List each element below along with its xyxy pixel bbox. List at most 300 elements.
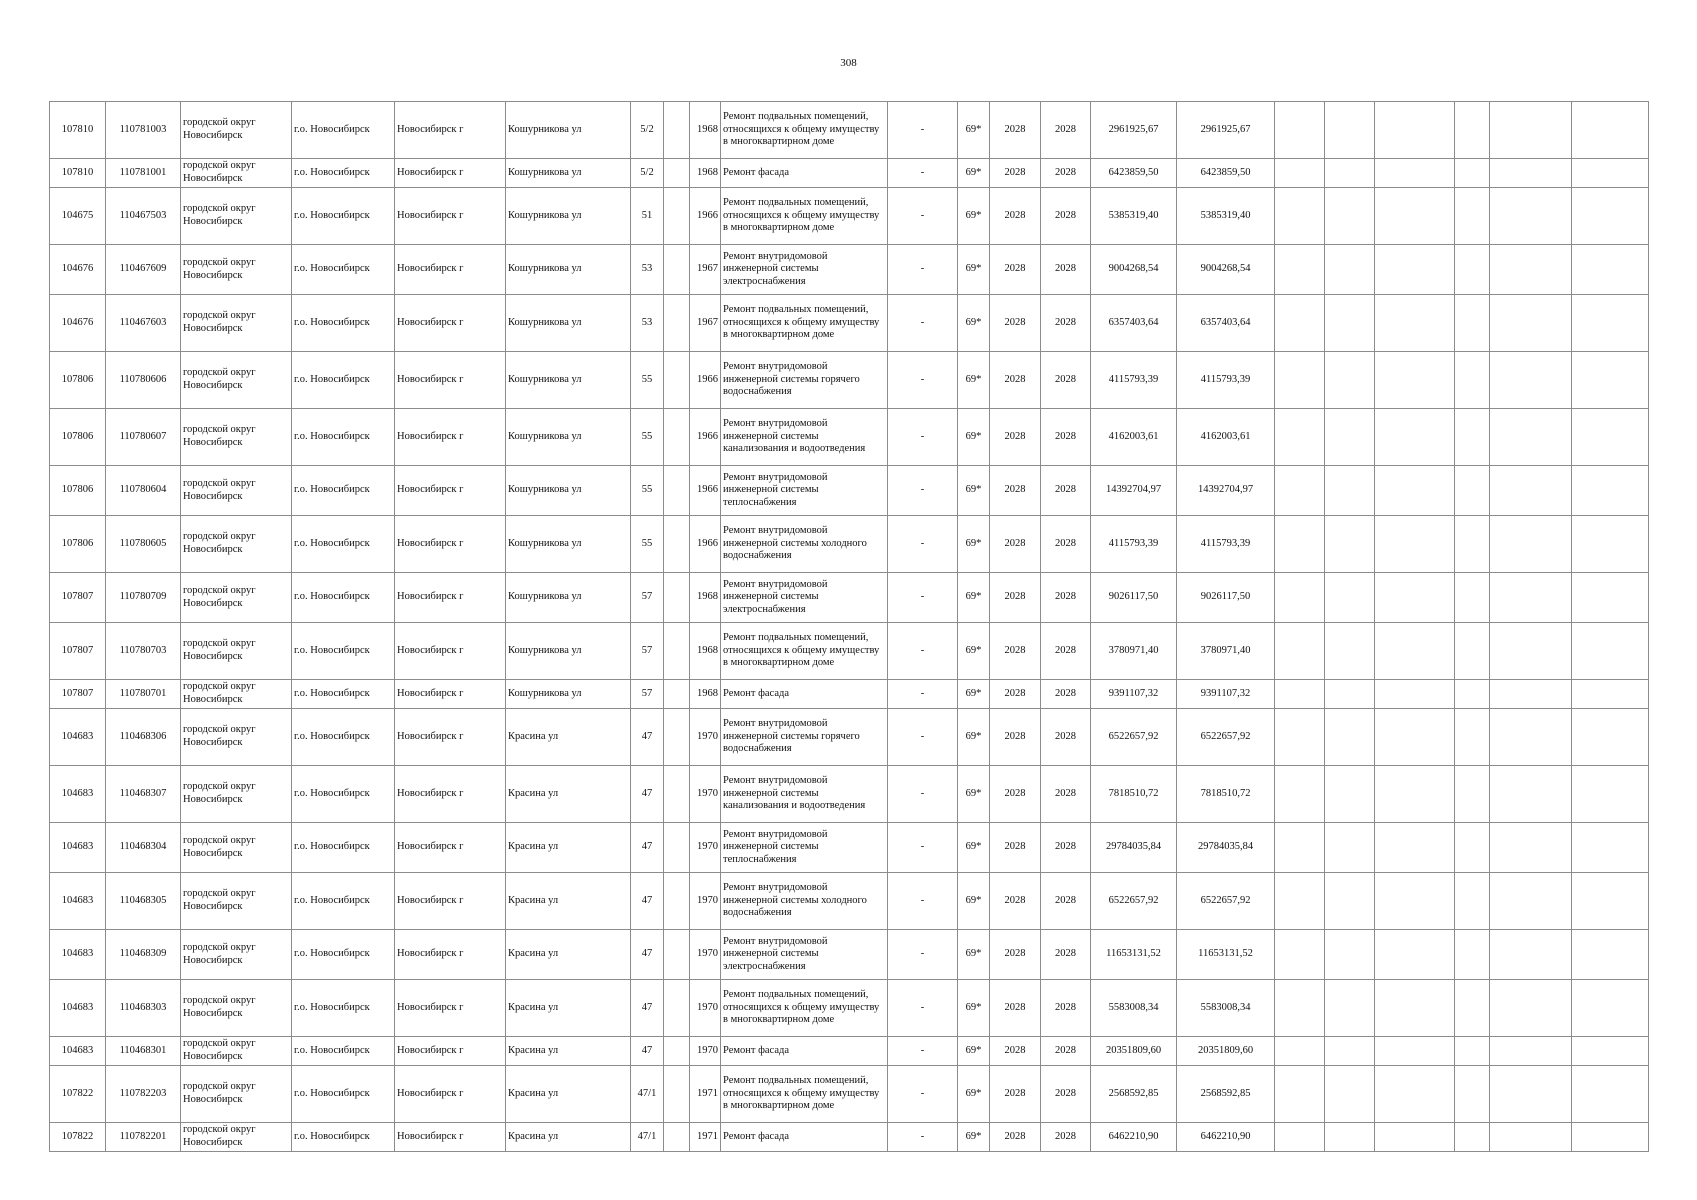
cell-plan-end: 2028 — [1041, 466, 1091, 516]
cell-district: г.о. Новосибирск — [292, 680, 395, 709]
cell-empty — [1572, 245, 1649, 295]
cell-district: г.о. Новосибирск — [292, 1123, 395, 1152]
cell-empty — [1325, 980, 1375, 1037]
cell-empty — [1490, 980, 1572, 1037]
cell-municipality: городской округ Новосибирск — [181, 409, 292, 466]
cell-work: Ремонт внутридомовой инженерной системы электроснабжения — [721, 573, 888, 623]
cell-district: г.о. Новосибирск — [292, 709, 395, 766]
table-row — [50, 102, 1649, 159]
cell-empty — [1375, 102, 1455, 159]
cell-plan-start: 2028 — [990, 680, 1041, 709]
cell-empty — [1375, 409, 1455, 466]
cell-empty — [664, 1066, 690, 1123]
cell-street: Красина ул — [506, 930, 631, 980]
cell-dash: - — [888, 1066, 958, 1123]
cell-empty — [1325, 245, 1375, 295]
cell-total: 2568592,85 — [1177, 1066, 1275, 1123]
table-row — [50, 1066, 1649, 1123]
cell-street: Кошурникова ул — [506, 295, 631, 352]
cell-code: 110780605 — [106, 516, 181, 573]
cell-empty — [1325, 1037, 1375, 1066]
cell-work: Ремонт подвальных помещений, относящихся к общему имуществу в многоквартирном доме — [721, 980, 888, 1037]
cell-empty — [1490, 623, 1572, 680]
cell-plan-end: 2028 — [1041, 295, 1091, 352]
cell-total: 4162003,61 — [1177, 409, 1275, 466]
cell-empty — [1275, 466, 1325, 516]
cell-code: 110468309 — [106, 930, 181, 980]
cell-term: 69* — [958, 409, 990, 466]
cell-street: Красина ул — [506, 1037, 631, 1066]
cell-street: Кошурникова ул — [506, 352, 631, 409]
cell-empty — [1455, 573, 1490, 623]
cell-year: 1971 — [690, 1123, 721, 1152]
cell-street: Кошурникова ул — [506, 573, 631, 623]
cell-empty — [1275, 352, 1325, 409]
cell-district: г.о. Новосибирск — [292, 159, 395, 188]
cell-street: Кошурникова ул — [506, 516, 631, 573]
cell-empty — [664, 409, 690, 466]
cell-empty — [1455, 188, 1490, 245]
cell-empty — [1275, 623, 1325, 680]
cell-code: 110781001 — [106, 159, 181, 188]
cell-code: 110468304 — [106, 823, 181, 873]
cell-year: 1971 — [690, 1066, 721, 1123]
cell-year: 1970 — [690, 873, 721, 930]
cell-empty — [1375, 680, 1455, 709]
table-row — [50, 709, 1649, 766]
cell-settlement: Новосибирск г — [395, 188, 506, 245]
cell-year: 1970 — [690, 709, 721, 766]
cell-term: 69* — [958, 188, 990, 245]
cell-total: 3780971,40 — [1177, 623, 1275, 680]
page-number: 308 — [840, 57, 857, 69]
cell-plan-end: 2028 — [1041, 516, 1091, 573]
cell-code: 110467603 — [106, 295, 181, 352]
cell-cost: 2568592,85 — [1091, 1066, 1177, 1123]
cell-empty — [664, 245, 690, 295]
cell-total: 6522657,92 — [1177, 873, 1275, 930]
cell-plan-start: 2028 — [990, 516, 1041, 573]
table-row — [50, 1123, 1649, 1152]
cell-empty — [1275, 516, 1325, 573]
cell-empty — [1490, 188, 1572, 245]
cell-settlement: Новосибирск г — [395, 466, 506, 516]
cell-id: 107810 — [50, 102, 106, 159]
cell-empty — [1275, 680, 1325, 709]
cell-empty — [1275, 1123, 1325, 1152]
cell-empty — [1275, 1066, 1325, 1123]
cell-dash: - — [888, 823, 958, 873]
cell-empty — [1375, 466, 1455, 516]
cell-empty — [1490, 680, 1572, 709]
cell-empty — [1572, 980, 1649, 1037]
cell-house: 57 — [631, 623, 664, 680]
cell-id: 104683 — [50, 766, 106, 823]
table-row — [50, 295, 1649, 352]
cell-settlement: Новосибирск г — [395, 823, 506, 873]
cell-code: 110782203 — [106, 1066, 181, 1123]
cell-cost: 29784035,84 — [1091, 823, 1177, 873]
cell-term: 69* — [958, 245, 990, 295]
cell-empty — [1572, 573, 1649, 623]
cell-id: 107807 — [50, 573, 106, 623]
cell-plan-end: 2028 — [1041, 245, 1091, 295]
cell-term: 69* — [958, 873, 990, 930]
cell-municipality: городской округ Новосибирск — [181, 823, 292, 873]
cell-empty — [1572, 409, 1649, 466]
cell-empty — [1325, 466, 1375, 516]
cell-term: 69* — [958, 766, 990, 823]
cell-id: 104676 — [50, 295, 106, 352]
table-row — [50, 573, 1649, 623]
cell-empty — [1455, 352, 1490, 409]
cell-code: 110780701 — [106, 680, 181, 709]
cell-settlement: Новосибирск г — [395, 573, 506, 623]
cell-empty — [1325, 516, 1375, 573]
cell-plan-start: 2028 — [990, 1123, 1041, 1152]
cell-year: 1966 — [690, 409, 721, 466]
cell-empty — [1375, 930, 1455, 980]
cell-settlement: Новосибирск г — [395, 245, 506, 295]
cell-empty — [664, 1037, 690, 1066]
cell-empty — [664, 159, 690, 188]
cell-id: 107822 — [50, 1123, 106, 1152]
cell-empty — [1275, 1037, 1325, 1066]
cell-district: г.о. Новосибирск — [292, 516, 395, 573]
table-row — [50, 1037, 1649, 1066]
table-row — [50, 466, 1649, 516]
cell-work: Ремонт внутридомовой инженерной системы холодного водоснабжения — [721, 516, 888, 573]
cell-district: г.о. Новосибирск — [292, 766, 395, 823]
cell-empty — [664, 709, 690, 766]
cell-year: 1970 — [690, 1037, 721, 1066]
cell-code: 110780703 — [106, 623, 181, 680]
cell-municipality: городской округ Новосибирск — [181, 352, 292, 409]
cell-district: г.о. Новосибирск — [292, 245, 395, 295]
cell-empty — [664, 573, 690, 623]
cell-empty — [1275, 980, 1325, 1037]
cell-settlement: Новосибирск г — [395, 873, 506, 930]
cell-dash: - — [888, 245, 958, 295]
cell-work: Ремонт фасада — [721, 159, 888, 188]
cell-total: 2961925,67 — [1177, 102, 1275, 159]
table-row — [50, 823, 1649, 873]
cell-plan-start: 2028 — [990, 873, 1041, 930]
cell-municipality: городской округ Новосибирск — [181, 930, 292, 980]
cell-street: Красина ул — [506, 823, 631, 873]
cell-street: Кошурникова ул — [506, 623, 631, 680]
cell-settlement: Новосибирск г — [395, 516, 506, 573]
cell-empty — [1455, 766, 1490, 823]
cell-settlement: Новосибирск г — [395, 295, 506, 352]
cell-year: 1968 — [690, 573, 721, 623]
cell-plan-start: 2028 — [990, 188, 1041, 245]
cell-street: Красина ул — [506, 1066, 631, 1123]
cell-total: 4115793,39 — [1177, 352, 1275, 409]
cell-empty — [1490, 930, 1572, 980]
cell-term: 69* — [958, 352, 990, 409]
cell-code: 110468301 — [106, 1037, 181, 1066]
cell-code: 110780709 — [106, 573, 181, 623]
cell-cost: 4115793,39 — [1091, 516, 1177, 573]
cell-dash: - — [888, 873, 958, 930]
cell-house: 53 — [631, 245, 664, 295]
cell-id: 104683 — [50, 980, 106, 1037]
cell-empty — [1275, 159, 1325, 188]
cell-district: г.о. Новосибирск — [292, 823, 395, 873]
cell-id: 104683 — [50, 930, 106, 980]
cell-empty — [1325, 188, 1375, 245]
cell-empty — [1572, 1066, 1649, 1123]
cell-total: 7818510,72 — [1177, 766, 1275, 823]
table-row — [50, 245, 1649, 295]
cell-plan-start: 2028 — [990, 623, 1041, 680]
cell-empty — [1455, 680, 1490, 709]
cell-district: г.о. Новосибирск — [292, 930, 395, 980]
cell-empty — [1275, 823, 1325, 873]
cell-empty — [1325, 680, 1375, 709]
cell-empty — [1275, 873, 1325, 930]
cell-settlement: Новосибирск г — [395, 709, 506, 766]
cell-municipality: городской округ Новосибирск — [181, 1123, 292, 1152]
cell-work: Ремонт внутридомовой инженерной системы теплоснабжения — [721, 466, 888, 516]
table-row — [50, 766, 1649, 823]
cell-total: 5583008,34 — [1177, 980, 1275, 1037]
cell-empty — [1325, 1123, 1375, 1152]
cell-work: Ремонт подвальных помещений, относящихся к общему имуществу в многоквартирном доме — [721, 188, 888, 245]
cell-work: Ремонт внутридомовой инженерной системы холодного водоснабжения — [721, 873, 888, 930]
cell-municipality: городской округ Новосибирск — [181, 680, 292, 709]
cell-house: 5/2 — [631, 159, 664, 188]
cell-empty — [1490, 352, 1572, 409]
cell-settlement: Новосибирск г — [395, 159, 506, 188]
cell-year: 1968 — [690, 680, 721, 709]
cell-term: 69* — [958, 159, 990, 188]
cell-empty — [1325, 1066, 1375, 1123]
cell-empty — [1572, 1123, 1649, 1152]
cell-street: Кошурникова ул — [506, 188, 631, 245]
cell-empty — [1275, 766, 1325, 823]
cell-house: 51 — [631, 188, 664, 245]
cell-dash: - — [888, 680, 958, 709]
cell-work: Ремонт внутридомовой инженерной системы канализования и водоотведения — [721, 766, 888, 823]
cell-empty — [1490, 1123, 1572, 1152]
cell-empty — [1275, 930, 1325, 980]
cell-total: 6462210,90 — [1177, 1123, 1275, 1152]
cell-district: г.о. Новосибирск — [292, 873, 395, 930]
cell-empty — [1490, 573, 1572, 623]
cell-settlement: Новосибирск г — [395, 102, 506, 159]
cell-id: 104683 — [50, 823, 106, 873]
cell-empty — [1275, 188, 1325, 245]
table-row — [50, 680, 1649, 709]
cell-street: Красина ул — [506, 766, 631, 823]
cell-empty — [664, 623, 690, 680]
cell-total: 6522657,92 — [1177, 709, 1275, 766]
cell-street: Кошурникова ул — [506, 409, 631, 466]
cell-year: 1968 — [690, 159, 721, 188]
cell-empty — [664, 766, 690, 823]
cell-empty — [1455, 1066, 1490, 1123]
cell-work: Ремонт подвальных помещений, относящихся к общему имуществу в многоквартирном доме — [721, 295, 888, 352]
cell-dash: - — [888, 159, 958, 188]
table-row — [50, 409, 1649, 466]
cell-empty — [1572, 295, 1649, 352]
cell-empty — [1455, 1123, 1490, 1152]
cell-cost: 9391107,32 — [1091, 680, 1177, 709]
cell-plan-start: 2028 — [990, 159, 1041, 188]
cell-plan-start: 2028 — [990, 823, 1041, 873]
cell-id: 104683 — [50, 873, 106, 930]
cell-plan-end: 2028 — [1041, 1037, 1091, 1066]
cell-empty — [1325, 409, 1375, 466]
cell-empty — [1375, 980, 1455, 1037]
cell-term: 69* — [958, 1066, 990, 1123]
cell-code: 110468306 — [106, 709, 181, 766]
cell-district: г.о. Новосибирск — [292, 295, 395, 352]
cell-empty — [1490, 245, 1572, 295]
cell-plan-start: 2028 — [990, 980, 1041, 1037]
cell-street: Кошурникова ул — [506, 245, 631, 295]
capital-repair-table — [49, 101, 1649, 1152]
cell-house: 5/2 — [631, 102, 664, 159]
cell-empty — [1455, 295, 1490, 352]
cell-dash: - — [888, 102, 958, 159]
cell-work: Ремонт внутридомовой инженерной системы электроснабжения — [721, 245, 888, 295]
cell-cost: 4115793,39 — [1091, 352, 1177, 409]
cell-house: 57 — [631, 680, 664, 709]
cell-plan-start: 2028 — [990, 245, 1041, 295]
cell-settlement: Новосибирск г — [395, 1123, 506, 1152]
cell-empty — [1490, 1066, 1572, 1123]
cell-settlement: Новосибирск г — [395, 766, 506, 823]
cell-plan-end: 2028 — [1041, 766, 1091, 823]
cell-dash: - — [888, 623, 958, 680]
cell-empty — [1275, 102, 1325, 159]
cell-empty — [664, 295, 690, 352]
cell-empty — [1455, 980, 1490, 1037]
cell-dash: - — [888, 466, 958, 516]
cell-cost: 7818510,72 — [1091, 766, 1177, 823]
table-row — [50, 159, 1649, 188]
cell-dash: - — [888, 295, 958, 352]
cell-empty — [664, 980, 690, 1037]
cell-id: 107806 — [50, 409, 106, 466]
cell-empty — [1275, 573, 1325, 623]
cell-empty — [1572, 516, 1649, 573]
cell-cost: 3780971,40 — [1091, 623, 1177, 680]
cell-municipality: городской округ Новосибирск — [181, 159, 292, 188]
cell-street: Красина ул — [506, 873, 631, 930]
cell-house: 47 — [631, 823, 664, 873]
cell-empty — [1490, 295, 1572, 352]
cell-house: 53 — [631, 295, 664, 352]
cell-house: 47 — [631, 709, 664, 766]
cell-empty — [1375, 766, 1455, 823]
cell-empty — [1375, 352, 1455, 409]
cell-empty — [1455, 516, 1490, 573]
cell-plan-end: 2028 — [1041, 930, 1091, 980]
cell-empty — [1325, 823, 1375, 873]
cell-code: 110467503 — [106, 188, 181, 245]
cell-street: Кошурникова ул — [506, 102, 631, 159]
cell-municipality: городской округ Новосибирск — [181, 245, 292, 295]
table-row — [50, 873, 1649, 930]
cell-empty — [1455, 623, 1490, 680]
cell-empty — [1455, 823, 1490, 873]
cell-code: 110467609 — [106, 245, 181, 295]
cell-empty — [1455, 930, 1490, 980]
cell-municipality: городской округ Новосибирск — [181, 766, 292, 823]
cell-cost: 6522657,92 — [1091, 709, 1177, 766]
cell-code: 110468305 — [106, 873, 181, 930]
cell-id: 104683 — [50, 1037, 106, 1066]
cell-cost: 2961925,67 — [1091, 102, 1177, 159]
cell-id: 107807 — [50, 623, 106, 680]
cell-empty — [1375, 295, 1455, 352]
cell-dash: - — [888, 409, 958, 466]
cell-street: Красина ул — [506, 980, 631, 1037]
cell-empty — [1375, 873, 1455, 930]
cell-empty — [1490, 466, 1572, 516]
cell-plan-end: 2028 — [1041, 873, 1091, 930]
cell-term: 69* — [958, 1123, 990, 1152]
cell-cost: 6357403,64 — [1091, 295, 1177, 352]
cell-total: 14392704,97 — [1177, 466, 1275, 516]
cell-id: 104675 — [50, 188, 106, 245]
cell-empty — [1572, 930, 1649, 980]
cell-empty — [1325, 709, 1375, 766]
cell-dash: - — [888, 573, 958, 623]
cell-work: Ремонт внутридомовой инженерной системы горячего водоснабжения — [721, 709, 888, 766]
cell-empty — [1572, 102, 1649, 159]
cell-empty — [664, 1123, 690, 1152]
cell-empty — [1325, 159, 1375, 188]
cell-settlement: Новосибирск г — [395, 623, 506, 680]
cell-street: Кошурникова ул — [506, 159, 631, 188]
cell-id: 107807 — [50, 680, 106, 709]
cell-year: 1970 — [690, 930, 721, 980]
cell-house: 57 — [631, 573, 664, 623]
cell-total: 4115793,39 — [1177, 516, 1275, 573]
cell-empty — [664, 466, 690, 516]
cell-empty — [664, 930, 690, 980]
cell-plan-end: 2028 — [1041, 352, 1091, 409]
cell-municipality: городской округ Новосибирск — [181, 295, 292, 352]
cell-municipality: городской округ Новосибирск — [181, 623, 292, 680]
cell-municipality: городской округ Новосибирск — [181, 1066, 292, 1123]
cell-dash: - — [888, 930, 958, 980]
cell-empty — [1572, 188, 1649, 245]
cell-code: 110780607 — [106, 409, 181, 466]
cell-plan-start: 2028 — [990, 930, 1041, 980]
cell-cost: 6462210,90 — [1091, 1123, 1177, 1152]
cell-cost: 4162003,61 — [1091, 409, 1177, 466]
cell-district: г.о. Новосибирск — [292, 1066, 395, 1123]
cell-plan-start: 2028 — [990, 1066, 1041, 1123]
cell-dash: - — [888, 352, 958, 409]
cell-empty — [1325, 873, 1375, 930]
cell-empty — [1275, 295, 1325, 352]
cell-work: Ремонт внутридомовой инженерной системы канализования и водоотведения — [721, 409, 888, 466]
cell-work: Ремонт внутридомовой инженерной системы электроснабжения — [721, 930, 888, 980]
cell-empty — [1375, 1123, 1455, 1152]
cell-municipality: городской округ Новосибирск — [181, 573, 292, 623]
cell-total: 6357403,64 — [1177, 295, 1275, 352]
cell-settlement: Новосибирск г — [395, 680, 506, 709]
cell-term: 69* — [958, 573, 990, 623]
table-row — [50, 980, 1649, 1037]
